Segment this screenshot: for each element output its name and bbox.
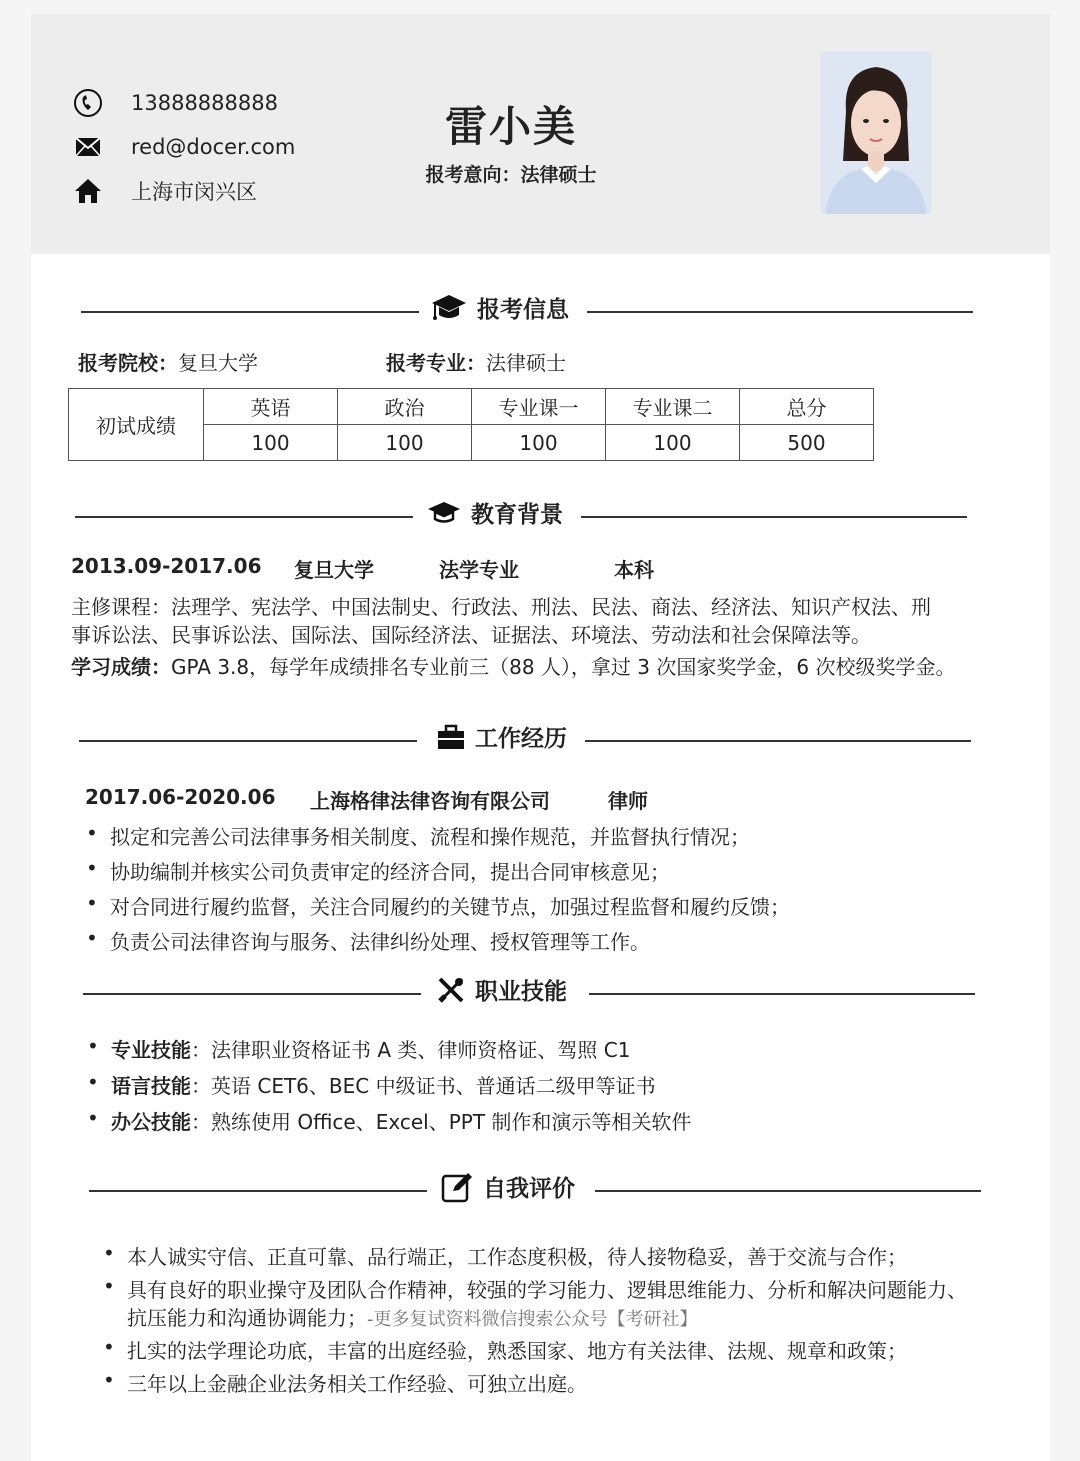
work-title: 工作经历 [475, 726, 567, 752]
education-title: 教育背景 [471, 502, 563, 528]
skills-section-header [83, 973, 975, 1013]
achievement-row: 学习成绩：GPA 3.8，每学年成绩排名专业前三（88 人），拿过 3 次国家奖学金，6 次校级奖学金。 [71, 655, 956, 679]
subject-cell: 英语 [204, 389, 338, 425]
education-school: 复旦大学 [294, 558, 374, 582]
achievement-text: GPA 3.8，每学年成绩排名专业前三（88 人），拿过 3 次国家奖学金，6 次校级奖学金。 [171, 655, 956, 679]
edit-icon [441, 1171, 473, 1203]
school-value: 复旦大学 [178, 351, 258, 375]
phone-number: 13888888888 [131, 91, 278, 115]
resume-header [31, 14, 1050, 254]
score-cell: 100 [338, 425, 472, 461]
phone-row [73, 88, 278, 118]
score-cell: 100 [606, 425, 740, 461]
work-period: 2017.06-2020.06 [85, 785, 276, 809]
courses-line-2: 事诉讼法、民事诉讼法、国际法、国际经济法、证据法、环境法、劳动法和社会保障法等。 [71, 623, 871, 647]
resume-page [31, 14, 1050, 1461]
self-eval-item: • 扎实的法学理论功底，丰富的出庭经验，熟悉国家、地方有关法律、法规、规章和政策； [127, 1335, 907, 1364]
profile-photo [821, 51, 931, 214]
subject-cell: 政治 [338, 389, 472, 425]
education-major: 法学专业 [439, 558, 519, 582]
address-row [73, 176, 257, 206]
self-eval-item-continued: 抗压能力和沟通协调能力；-更多复试资料微信搜索公众号【考研社】 [127, 1306, 698, 1330]
tools-icon [437, 976, 465, 1004]
skill-item: • 语言技能：英语 CET6、BEC 中级证书、普通话二级甲等证书 [111, 1070, 656, 1099]
subject-cell: 总分 [740, 389, 874, 425]
self-eval-section-header [89, 1170, 981, 1210]
subject-cell: 专业课一 [472, 389, 606, 425]
email-address: red@docer.com [131, 135, 296, 159]
address: 上海市闵兴区 [131, 180, 257, 204]
work-role: 律师 [608, 789, 648, 813]
school-row: 报考院校：复旦大学 [78, 351, 258, 375]
self-eval-item: • 三年以上金融企业法务相关工作经验、可独立出庭。 [127, 1368, 587, 1397]
score-cell: 500 [740, 425, 874, 461]
courses-line-1: 主修课程：法理学、宪法学、中国法制史、行政法、刑法、民法、商法、经济法、知识产权法、刑 [71, 595, 931, 619]
self-eval-item: • 本人诚实守信、正直可靠、品行端正，工作态度积极，待人接物稳妥，善于交流与合作； [127, 1241, 907, 1270]
candidate-name: 雷小美 [444, 102, 577, 151]
scores-label: 初试成绩 [69, 389, 204, 461]
work-item: • 负责公司法律咨询与服务、法律纠纷处理、授权管理等工作。 [110, 926, 650, 955]
exam-info-title: 报考信息 [477, 297, 569, 323]
self-eval-item: • 具有良好的职业操守及团队合作精神，较强的学习能力、逻辑思维能力、分析和解决问题能力、 [127, 1274, 967, 1303]
education-section-header [75, 496, 967, 536]
score-cell: 100 [204, 425, 338, 461]
mortarboard-icon [427, 500, 461, 526]
major-row: 报考专业：法律硕士 [386, 351, 566, 375]
self-eval-title: 自我评价 [483, 1176, 575, 1202]
work-item: • 拟定和完善公司法律事务相关制度、流程和操作规范，并监督执行情况； [110, 821, 750, 850]
application-intent: 报考意向：法律硕士 [425, 164, 597, 186]
education-period: 2013.09-2017.06 [71, 554, 262, 578]
graduation-cap-icon [431, 293, 467, 323]
home-icon [73, 176, 103, 206]
email-row [73, 132, 295, 162]
table-row [69, 389, 874, 425]
watermark-text: -更多复试资料微信搜索公众号【考研社】 [367, 1309, 698, 1330]
score-cell: 100 [472, 425, 606, 461]
work-item: • 对合同进行履约监督，关注合同履约的关键节点，加强过程监督和履约反馈； [110, 891, 790, 920]
phone-icon [73, 88, 103, 118]
envelope-icon [73, 132, 103, 162]
skill-item: • 办公技能：熟练使用 Office、Excel、PPT 制作和演示等相关软件 [111, 1106, 691, 1135]
skill-item: • 专业技能：法律职业资格证书 A 类、律师资格证、驾照 C1 [111, 1034, 630, 1063]
work-company: 上海格律法律咨询有限公司 [310, 789, 550, 813]
scores-table [68, 388, 874, 461]
briefcase-icon [437, 724, 465, 750]
skills-title: 职业技能 [475, 979, 567, 1005]
subject-cell: 专业课二 [606, 389, 740, 425]
education-degree: 本科 [614, 558, 654, 582]
work-item: • 协助编制并核实公司负责审定的经济合同，提出合同审核意见； [110, 856, 670, 885]
major-value: 法律硕士 [486, 351, 566, 375]
work-section-header [79, 720, 971, 760]
exam-info-section-header [81, 291, 973, 331]
